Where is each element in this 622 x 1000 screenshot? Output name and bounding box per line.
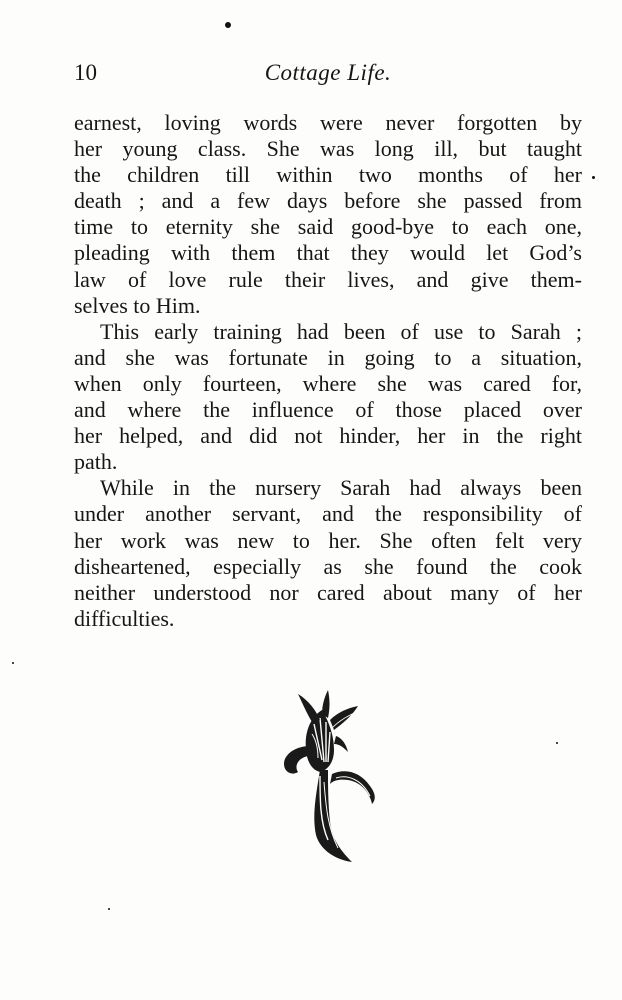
running-title: Cottage Life. bbox=[264, 60, 392, 85]
printing-speck bbox=[225, 22, 231, 28]
page-header bbox=[74, 60, 582, 94]
paragraph bbox=[74, 319, 582, 476]
text-line: her helped, and did not hinder, her in the right bbox=[74, 423, 582, 449]
text-line: death ; and a few days before she passed from bbox=[74, 188, 582, 214]
text-line: While in the nursery Sarah had always been bbox=[100, 475, 582, 501]
text-line: difficulties. bbox=[74, 605, 175, 631]
text-line: and where the influence of those placed over bbox=[74, 397, 582, 423]
text-line: pleading with them that they would let God’s bbox=[74, 240, 582, 266]
text-line: neither understood nor cared about many of her bbox=[74, 579, 582, 605]
text-line: the children till within two months of her bbox=[74, 162, 582, 188]
body-text bbox=[74, 110, 582, 632]
page-number: 10 bbox=[74, 60, 97, 85]
printing-speck bbox=[556, 742, 558, 744]
text-line: her work was new to her. She often felt very bbox=[74, 527, 582, 553]
printing-speck bbox=[592, 176, 595, 179]
text-line: under another servant, and the responsibility of bbox=[74, 501, 582, 527]
paragraph bbox=[74, 475, 582, 632]
printing-speck bbox=[12, 662, 14, 664]
text-line: and she was fortunate in going to a situation, bbox=[74, 344, 582, 370]
text-line: when only fourteen, where she was cared for, bbox=[74, 370, 582, 396]
lily-flower-vignette-icon bbox=[276, 690, 386, 865]
text-line: time to eternity she said good-bye to each one, bbox=[74, 214, 582, 240]
text-line: earnest, loving words were never forgotten by bbox=[74, 110, 582, 135]
text-line: her young class. She was long ill, but taught bbox=[74, 136, 582, 162]
text-line: law of love rule their lives, and give them- bbox=[74, 266, 582, 292]
text-line: This early training had been of use to Sarah ; bbox=[100, 318, 582, 344]
paragraph bbox=[74, 110, 582, 319]
text-line: disheartened, especially as she found the cook bbox=[74, 553, 582, 579]
printing-speck bbox=[108, 908, 110, 910]
text-line: path. bbox=[74, 449, 118, 475]
text-line: selves to Him. bbox=[74, 292, 201, 318]
